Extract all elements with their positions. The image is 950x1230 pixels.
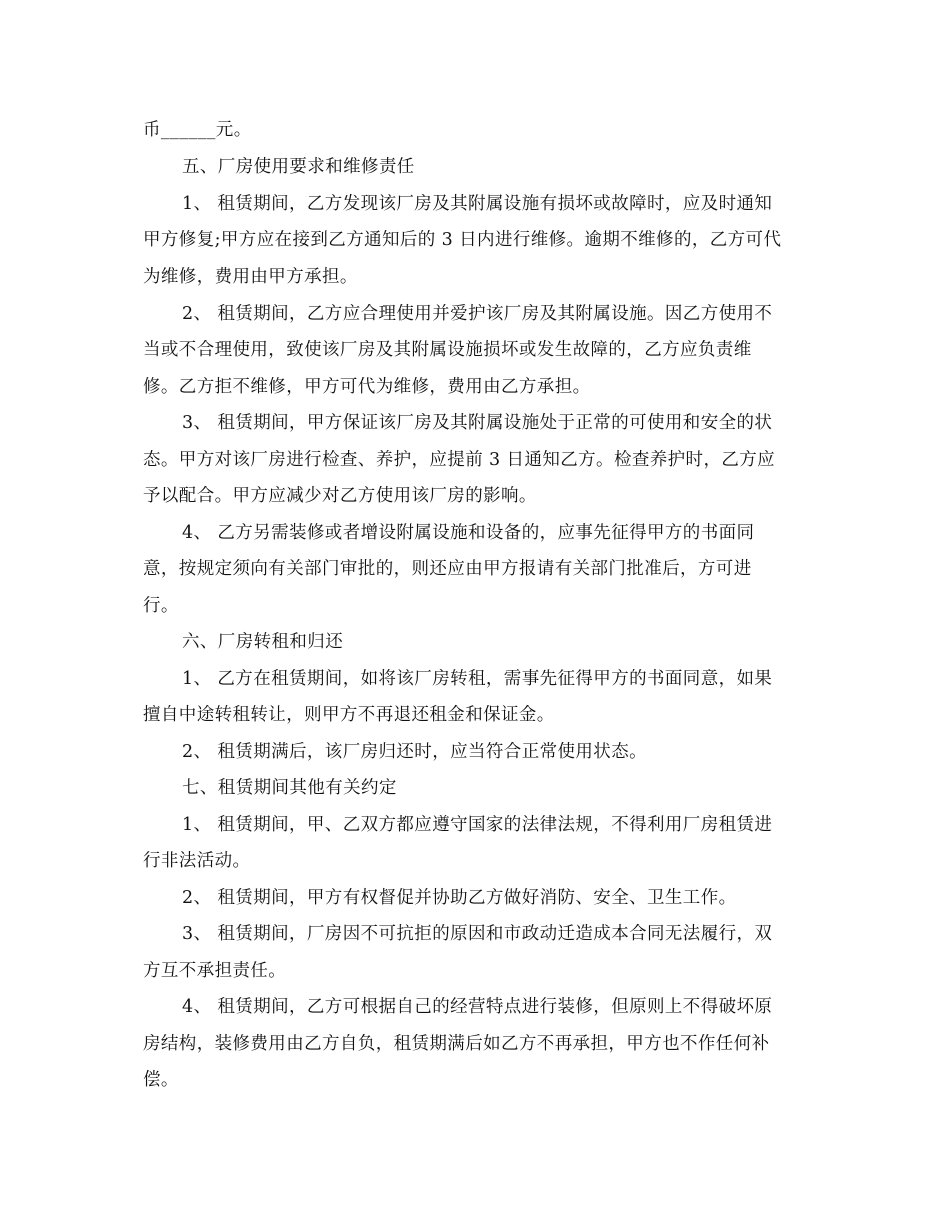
paragraph-line: 1、 租赁期间，甲、乙双方都应遵守国家的法律法规，不得利用厂房租赁进 [182,815,773,835]
paragraph-line: 3、 租赁期间，甲方保证该厂房及其附属设施处于正常的可使用和安全的状 [182,413,773,433]
paragraph-line: 当或不合理使用，致使该厂房及其附属设施损坏或发生故障的，乙方应负责维 [143,340,752,360]
paragraph-line: 态。甲方对该厂房进行检查、养护，应提前 3 日通知乙方。检查养护时，乙方应 [143,450,776,470]
paragraph-line: 2、 租赁期间，乙方应合理使用并爱护该厂房及其附属设施。因乙方使用不 [182,304,773,324]
paragraph-line: 甲方修复;甲方应在接到乙方通知后的 3 日内进行维修。逾期不维修的，乙方可代 [143,230,782,250]
section-heading: 五、厂房使用要求和维修责任 [182,157,415,177]
paragraph-line: 行。 [143,596,179,616]
text-line: 币______元。 [143,120,252,140]
paragraph-line: 予以配合。甲方应减少对乙方使用该厂房的影响。 [143,486,537,506]
paragraph-line: 4、 乙方另需装修或者增设附属设施和设备的，应事先征得甲方的书面同 [182,523,755,543]
paragraph-line: 行非法活动。 [143,851,251,871]
paragraph-line: 3、 租赁期间，厂房因不可抗拒的原因和市政动迁造成本合同无法履行，双 [182,924,773,944]
paragraph-line: 修。乙方拒不维修，甲方可代为维修，费用由乙方承担。 [143,377,591,397]
paragraph-line: 偿。 [143,1070,179,1090]
section-heading: 六、厂房转租和归还 [182,632,344,652]
paragraph-line: 方互不承担责任。 [143,961,287,981]
paragraph-line: 1、 租赁期间，乙方发现该厂房及其附属设施有损坏或故障时，应及时通知 [182,194,773,214]
paragraph-line: 为维修，费用由甲方承担。 [143,267,358,287]
paragraph-line: 1、 乙方在租赁期间，如将该厂房转租，需事先征得甲方的书面同意，如果 [182,669,773,689]
paragraph-line: 房结构，装修费用由乙方自负，租赁期满后如乙方不再承担，甲方也不作任何补 [143,1034,770,1054]
paragraph-line: 4、 租赁期间，乙方可根据自己的经营特点进行装修，但原则上不得破坏原 [182,997,773,1017]
section-heading: 七、租赁期间其他有关约定 [182,778,397,798]
paragraph-line: 意，按规定须向有关部门审批的，则还应由甲方报请有关部门批准后，方可进 [143,559,752,579]
paragraph-line: 擅自中途转租转让，则甲方不再退还租金和保证金。 [143,705,555,725]
paragraph-line: 2、 租赁期满后，该厂房归还时，应当符合正常使用状态。 [182,742,647,762]
paragraph-line: 2、 租赁期间，甲方有权督促并协助乙方做好消防、安全、卫生工作。 [182,888,737,908]
